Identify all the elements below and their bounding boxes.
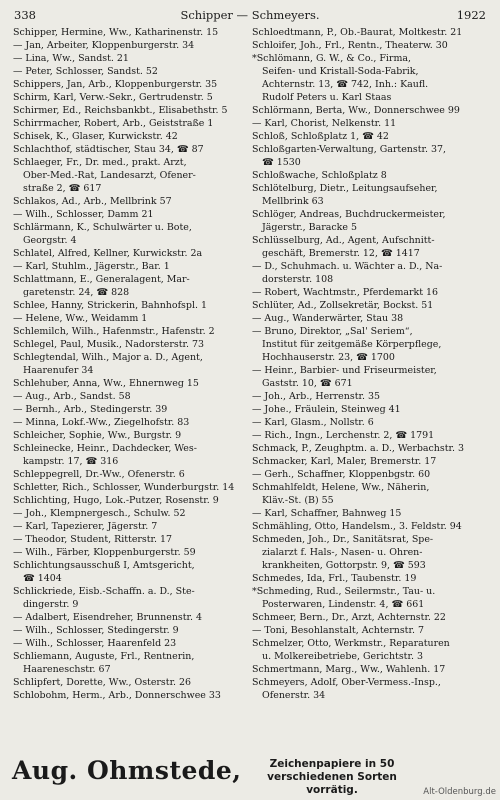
directory-line: Schloifer, Joh., Frl., Rentn., Theaterw. 30 <box>252 40 448 51</box>
directory-line: — Wilh., Färber, Kloppenburgerstr. 59 <box>13 547 196 558</box>
directory-line: — Aug., Wanderwärter, Stau 38 <box>252 313 404 324</box>
directory-line: Schlörmann, Berta, Ww., Donnerschwee 99 <box>252 105 460 116</box>
directory-line: ☎ 1530 <box>262 157 301 168</box>
watermark: Alt-Oldenburg.de <box>423 787 496 797</box>
directory-line: Schlüsselburg, Ad., Agent, Aufschnitt- <box>252 235 435 246</box>
ad-text <box>247 758 417 797</box>
directory-line: Haarenufer 34 <box>23 365 94 376</box>
directory-line: Schlärmann, K., Schulwärter u. Bote, <box>13 222 192 233</box>
directory-line: Schisek, K., Glaser, Kurwickstr. 42 <box>13 131 178 142</box>
directory-line: Rudolf Peters u. Karl Staas <box>262 92 392 103</box>
directory-line: — Joh., Arb., Herrenstr. 35 <box>252 391 380 402</box>
directory-line: Schletter, Rich., Schlosser, Wunderburgstr. 14 <box>13 482 235 493</box>
directory-line: dorsterstr. 108 <box>262 274 334 285</box>
directory-line: — Minna, Lokf.-Ww., Ziegelhofstr. 83 <box>13 417 190 428</box>
directory-line: Schlatel, Alfred, Kellner, Kurwickstr. 2a <box>13 248 203 259</box>
directory-line: Schmelzer, Otto, Werkmstr., Reparaturen <box>252 638 450 649</box>
directory-line: Georgstr. 4 <box>23 235 77 246</box>
directory-line: Schleicher, Sophie, Ww., Burgstr. 9 <box>13 430 182 441</box>
directory-line: — Karl, Chorist, Nelkenstr. 11 <box>252 118 397 129</box>
directory-line: Jägerstr., Baracke 5 <box>262 222 357 233</box>
directory-line: Achternstr. 13, ☎ 742, Inh.: Kaufl. <box>262 79 429 90</box>
directory-line: — Toni, Besohlanstalt, Achternstr. 7 <box>252 625 424 636</box>
directory-line: ☎ 1404 <box>23 573 62 584</box>
directory-line: Schleinecke, Heinr., Dachdecker, Wes- <box>13 443 197 454</box>
directory-line: Schlegtendal, Wilh., Major a. D., Agent, <box>13 352 203 363</box>
directory-line: Schmeden, Joh., Dr., Sanitätsrat, Spe- <box>252 534 434 545</box>
directory-line: Schleppegrell, Dr.-Ww., Ofenerstr. 6 <box>13 469 185 480</box>
directory-line: Schirm, Karl, Verw.-Sekr., Gertrudenstr. 5 <box>13 92 213 103</box>
directory-line: — Johe., Fräulein, Steinweg 41 <box>252 404 401 415</box>
directory-line: straße 2, ☎ 617 <box>23 183 102 194</box>
directory-line: — Robert, Wachtmstr., Pferdemarkt 16 <box>252 287 439 298</box>
directory-line: Schmeer, Bern., Dr., Arzt, Achternstr. 22 <box>252 612 446 623</box>
directory-line: Ofenerstr. 34 <box>262 690 326 701</box>
year: 1922 <box>456 8 486 22</box>
directory-line: Schlickriede, Eisb.-Schaffn. a. D., Ste- <box>13 586 195 597</box>
directory-line: Schlöger, Andreas, Buchdruckermeister, <box>252 209 446 220</box>
directory-line: Ober-Med.-Rat, Landesarzt, Ofener- <box>23 170 196 181</box>
directory-line: Schlemilch, Wilh., Hafenmstr., Hafenstr. 2 <box>13 326 215 337</box>
directory-line: Schloßgarten-Verwaltung, Gartenstr. 37, <box>252 144 446 155</box>
directory-line: — Lina, Ww., Sandst. 21 <box>13 53 129 64</box>
directory-line: kampstr. 17, ☎ 316 <box>23 456 119 467</box>
directory-line: — Karl, Tapezierer, Jägerstr. 7 <box>13 521 158 532</box>
directory-line: geschäft, Bremerstr. 12, ☎ 1417 <box>262 248 420 259</box>
directory-line: Schloedtmann, P., Ob.-Baurat, Moltkestr. 21 <box>252 27 463 38</box>
directory-line: Schlee, Hanny, Strickerin, Bahnhofspl. 1 <box>13 300 207 311</box>
directory-line: Schlaeger, Fr., Dr. med., prakt. Arzt, <box>13 157 187 168</box>
directory-line: — Karl, Schaffner, Bahnweg 15 <box>252 508 402 519</box>
directory-line: Schlipfert, Dorette, Ww., Osterstr. 26 <box>13 677 192 688</box>
directory-line: — Aug., Arb., Sandst. 58 <box>13 391 131 402</box>
page-number: 338 <box>14 8 36 22</box>
directory-line: Schmeyers, Adolf, Ober-Vermess.-Insp., <box>252 677 441 688</box>
directory-line: Hochhauserstr. 23, ☎ 1700 <box>262 352 395 363</box>
directory-line: Gaststr. 10, ☎ 671 <box>262 378 353 389</box>
directory-line: Seifen- und Kristall-Soda-Fabrik, <box>262 66 419 77</box>
left-column <box>13 26 247 754</box>
directory-line: — Theodor, Student, Ritterstr. 17 <box>13 534 173 545</box>
directory-line: Schippers, Jan, Arb., Kloppenburgerstr. 35 <box>13 79 218 90</box>
directory-line: — Bernh., Arb., Stedingerstr. 39 <box>13 404 168 415</box>
directory-line: — Peter, Schlosser, Sandst. 52 <box>13 66 158 77</box>
right-column <box>252 26 486 754</box>
directory-line: Schlüter, Ad., Zollsekretär, Bockst. 51 <box>252 300 434 311</box>
directory-line: Schlattmann, E., Generalagent, Mar- <box>13 274 190 285</box>
directory-line: — Bruno, Direktor, „Sal' Seriem“, <box>252 326 413 337</box>
directory-line: *Schlömann, G. W., & Co., Firma, <box>252 53 412 64</box>
directory-line: Schirmer, Ed., Reichsbankbt., Elisabethstr. 5 <box>13 105 228 116</box>
directory-line: — Karl, Glasm., Nollstr. 6 <box>252 417 374 428</box>
directory-line: — Jan, Arbeiter, Kloppenburgerstr. 34 <box>13 40 195 51</box>
directory-line: Schloß, Schloßplatz 1, ☎ 42 <box>252 131 389 142</box>
directory-line: Schlehuber, Anna, Ww., Ehnernweg 15 <box>13 378 199 389</box>
directory-line: Schlichting, Hugo, Lok.-Putzer, Rosenstr. 9 <box>13 495 219 506</box>
directory-line: Schmack, P., Zeughptm. a. D., Werbachstr. 3 <box>252 443 464 454</box>
directory-line: — Heinr., Barbier- und Friseurmeister, <box>252 365 437 376</box>
directory-line: — Rich., Ingn., Lerchenstr. 2, ☎ 1791 <box>252 430 435 441</box>
directory-line: Schirrmacher, Robert, Arb., Geiststraße 1 <box>13 118 214 129</box>
directory-line: — Karl, Stuhlm., Jägerstr., Bar. 1 <box>13 261 170 272</box>
directory-line: Schmertmann, Marg., Ww., Wahlenh. 17 <box>252 664 446 675</box>
directory-line: Schlachthof, städtischer, Stau 34, ☎ 87 <box>13 144 204 155</box>
directory-line: krankheiten, Gottorpstr. 9, ☎ 593 <box>262 560 426 571</box>
directory-line: zialarzt f. Hals-, Nasen- u. Ohren- <box>262 547 423 558</box>
directory-line: Schlegel, Paul, Musik., Nadorsterstr. 73 <box>13 339 205 350</box>
ad-line-1: Zeichenpapiere in 50 verschiedenen Sorten <box>267 758 397 783</box>
directory-line: — D., Schuhmach. u. Wächter a. D., Na- <box>252 261 443 272</box>
directory-line: — Helene, Ww., Weidamm 1 <box>13 313 148 324</box>
directory-line: *Schmeding, Rud., Seilermstr., Tau- u. <box>252 586 436 597</box>
directory-line: Schlobohm, Herm., Arb., Donnerschwee 33 <box>13 690 221 701</box>
directory-line: Schlichtungsausschuß I, Amtsgericht, <box>13 560 195 571</box>
column-title: Schipper — Schmeyers. <box>180 8 320 22</box>
directory-line: Schmacker, Karl, Maler, Bremerstr. 17 <box>252 456 437 467</box>
ad-brand: Aug. Ohmstede, <box>12 756 242 785</box>
directory-line: — Wilh., Schlosser, Stedingerstr. 9 <box>13 625 179 636</box>
ad-line-2: vorrätig. <box>306 784 358 796</box>
directory-line: u. Molkereibetriebe, Gerichtstr. 3 <box>262 651 423 662</box>
directory-line: — Joh., Klempnergesch., Schulw. 52 <box>13 508 186 519</box>
directory-line: Schipper, Hermine, Ww., Katharinenstr. 15 <box>13 27 219 38</box>
directory-line: — Wilh., Schlosser, Haarenfeld 23 <box>13 638 177 649</box>
directory-line: — Wilh., Schlosser, Damm 21 <box>13 209 154 220</box>
directory-line: Institut für zeitgemäße Körperpflege, <box>262 339 442 350</box>
directory-line: Schmahlfeldt, Helene, Ww., Näherin, <box>252 482 430 493</box>
directory-line: Schlötelburg, Dietr., Leitungsaufseher, <box>252 183 438 194</box>
directory-line: — Gerh., Schaffner, Kloppenbgstr. 60 <box>252 469 431 480</box>
directory-line: — Adalbert, Eisendreher, Brunnenstr. 4 <box>13 612 203 623</box>
directory-line: Schloßwache, Schloßplatz 8 <box>252 170 387 181</box>
directory-line: Schlakos, Ad., Arb., Mellbrink 57 <box>13 196 172 207</box>
directory-line: garetenstr. 24, ☎ 828 <box>23 287 130 298</box>
directory-line: Schliemann, Auguste, Frl., Rentnerin, <box>13 651 195 662</box>
directory-line: Kläv.-St. (B) 55 <box>262 495 334 506</box>
directory-line: Haareneschstr. 67 <box>23 664 111 675</box>
directory-line: Mellbrink 63 <box>262 196 324 207</box>
page-header <box>14 8 486 22</box>
directory-line: Schmähling, Otto, Handelsm., 3. Feldstr. 94 <box>252 521 462 532</box>
advertisement <box>12 754 488 794</box>
directory-line: dingerstr. 9 <box>23 599 79 610</box>
directory-line: Schmedes, Ida, Frl., Taubenstr. 19 <box>252 573 417 584</box>
directory-line: Posterwaren, Lindenstr. 4, ☎ 661 <box>262 599 425 610</box>
